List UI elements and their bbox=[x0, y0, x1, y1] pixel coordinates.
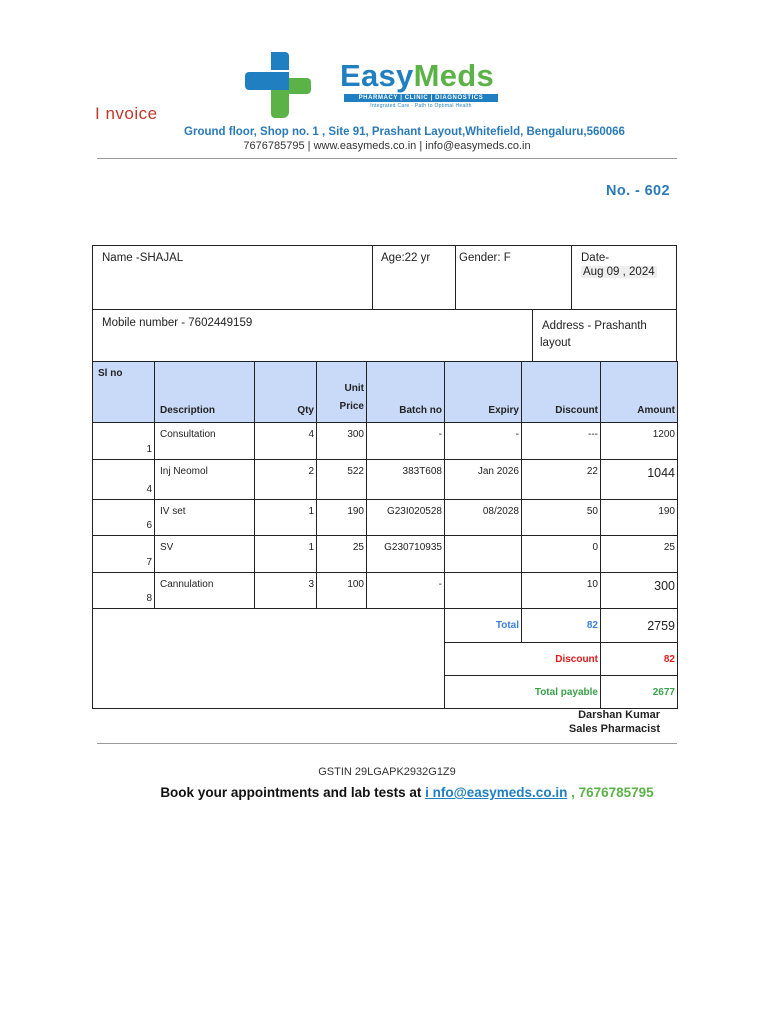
address-cell bbox=[532, 309, 677, 362]
row-qty: 3 bbox=[255, 573, 317, 609]
brand-tagline: Integrated Care · Path to Optimal Health bbox=[370, 103, 472, 109]
patient-name-cell bbox=[92, 245, 373, 310]
date-label: Date- bbox=[581, 252, 610, 264]
row-amount: 25 bbox=[601, 536, 678, 573]
row-discount: --- bbox=[522, 423, 601, 460]
row-price: 300 bbox=[317, 423, 367, 460]
mobile-cell bbox=[92, 309, 533, 362]
table-row bbox=[93, 536, 678, 573]
total-row bbox=[93, 609, 678, 643]
date-value: Aug 09 , 2024 bbox=[583, 266, 655, 278]
row-batch: 383T608 bbox=[367, 460, 445, 500]
row-expiry: - bbox=[445, 423, 522, 460]
discount-label: Discount bbox=[445, 643, 601, 676]
col-header-discount: Discount bbox=[522, 362, 601, 423]
col-header-amount: Amount bbox=[601, 362, 678, 423]
booking-text: Book your appointments and lab tests at bbox=[160, 785, 426, 800]
row-slno: 8 bbox=[93, 573, 155, 609]
row-description: IV set bbox=[155, 500, 255, 536]
row-slno: 4 bbox=[93, 460, 155, 500]
row-description: Inj Neomol bbox=[155, 460, 255, 500]
row-qty: 2 bbox=[255, 460, 317, 500]
row-price: 100 bbox=[317, 573, 367, 609]
patient-age: Age:22 yr bbox=[381, 252, 431, 264]
col-header-expiry: Expiry bbox=[445, 362, 522, 423]
row-expiry: 08/2028 bbox=[445, 500, 522, 536]
col-header-batch: Batch no bbox=[367, 362, 445, 423]
row-discount: 10 bbox=[522, 573, 601, 609]
table-row bbox=[93, 460, 678, 500]
brand-name: EasyMeds bbox=[340, 58, 495, 93]
row-batch: - bbox=[367, 573, 445, 609]
row-price: 190 bbox=[317, 500, 367, 536]
row-slno: 7 bbox=[93, 536, 155, 573]
patient-gender: Gender: F bbox=[459, 252, 511, 264]
gstin: GSTIN 29LGAPK2932G1Z9 bbox=[318, 766, 456, 778]
col-header-description: Description bbox=[155, 362, 255, 423]
row-amount: 1044 bbox=[601, 460, 678, 500]
row-description: SV bbox=[155, 536, 255, 573]
table-row bbox=[93, 423, 678, 460]
row-discount: 22 bbox=[522, 460, 601, 500]
col-header-qty: Qty bbox=[255, 362, 317, 423]
patient-mobile: Mobile number - 7602449159 bbox=[102, 317, 253, 329]
table-row bbox=[93, 573, 678, 609]
invoice-number: No. - 602 bbox=[605, 183, 670, 199]
row-qty: 1 bbox=[255, 536, 317, 573]
patient-address-line2: layout bbox=[540, 337, 571, 349]
row-amount: 190 bbox=[601, 500, 678, 536]
row-discount: 0 bbox=[522, 536, 601, 573]
items-table bbox=[92, 361, 678, 709]
total-discount: 82 bbox=[522, 609, 601, 643]
patient-name: Name -SHAJAL bbox=[102, 252, 184, 264]
totals-blank-area bbox=[93, 609, 445, 709]
total-amount: 2759 bbox=[601, 609, 678, 643]
row-amount: 300 bbox=[601, 573, 678, 609]
row-qty: 4 bbox=[255, 423, 317, 460]
invoice-title: I nvoice bbox=[95, 104, 158, 123]
pharmacist-name: Darshan Kumar bbox=[578, 709, 660, 721]
row-batch: G230710935 bbox=[367, 536, 445, 573]
header-divider bbox=[97, 158, 677, 159]
booking-phone[interactable]: 7676785795 bbox=[578, 785, 654, 800]
patient-address-line1: Address - Prashanth bbox=[542, 320, 647, 332]
row-batch: - bbox=[367, 423, 445, 460]
row-price: 25 bbox=[317, 536, 367, 573]
easymeds-logo-icon bbox=[243, 50, 313, 120]
row-description: Consultation bbox=[155, 423, 255, 460]
table-header-row bbox=[93, 362, 678, 423]
booking-footer bbox=[97, 785, 717, 800]
row-slno: 6 bbox=[93, 500, 155, 536]
row-slno: 1 bbox=[93, 423, 155, 460]
col-header-unit-price: Unit Price bbox=[317, 362, 367, 423]
payable-value: 2677 bbox=[601, 676, 678, 709]
invoice-date-cell bbox=[571, 245, 677, 310]
row-price: 522 bbox=[317, 460, 367, 500]
row-batch: G23I020528 bbox=[367, 500, 445, 536]
total-label: Total bbox=[445, 609, 522, 643]
table-row bbox=[93, 500, 678, 536]
row-description: Cannulation bbox=[155, 573, 255, 609]
pharmacist-role: Sales Pharmacist bbox=[568, 723, 660, 735]
store-contact: 7676785795 | www.easymeds.co.in | info@easymeds.co.in bbox=[243, 140, 531, 152]
patient-age-cell bbox=[372, 245, 456, 310]
row-expiry bbox=[445, 573, 522, 609]
row-qty: 1 bbox=[255, 500, 317, 536]
footer-divider bbox=[97, 743, 677, 744]
discount-value: 82 bbox=[601, 643, 678, 676]
col-header-slno: Sl no bbox=[93, 362, 155, 423]
row-expiry: Jan 2026 bbox=[445, 460, 522, 500]
patient-gender-cell bbox=[455, 245, 572, 310]
row-expiry bbox=[445, 536, 522, 573]
booking-email-link[interactable]: i nfo@easymeds.co.in bbox=[425, 785, 568, 800]
payable-label: Total payable bbox=[445, 676, 601, 709]
brand-tagbar: PHARMACY | CLINIC | DIAGNOSTICS bbox=[344, 94, 498, 102]
store-address: Ground floor, Shop no. 1 , Site 91, Prashant Layout,Whitefield, Bengaluru,560066 bbox=[184, 126, 625, 138]
row-discount: 50 bbox=[522, 500, 601, 536]
booking-separator: , bbox=[567, 785, 579, 800]
row-amount: 1200 bbox=[601, 423, 678, 460]
